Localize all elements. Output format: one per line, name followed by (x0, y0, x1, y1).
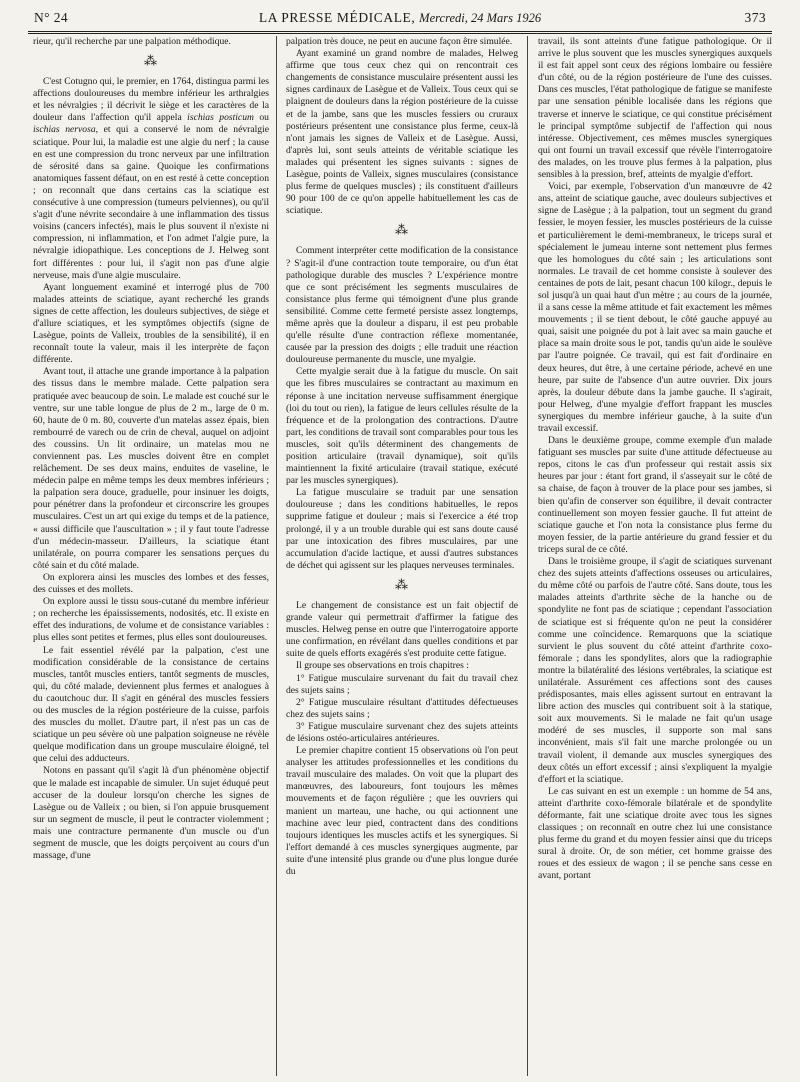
paragraph: rieur, qu'il recherche par une palpation méthodique. (33, 36, 231, 47)
section-ornament: ⁂ (144, 53, 158, 69)
list-item: 2° Fatigue musculaire résultant d'attitudes défectueuses chez des sujets sains ; (286, 696, 518, 720)
journal-name: LA PRESSE MÉDICALE, (258, 10, 416, 25)
paragraph: palpation très douce, ne peut en aucune façon être simulée. (286, 36, 513, 47)
paragraph: travail, ils sont atteints d'une fatigue pathologique. Or il arrive le plus souvent que les muscles synergiques auxquels il est fait appel sont ceux des régions lombaire ou fessière d'un côté, ou de la région postérieure de l'une des cuisses. Dans ces muscles, l'état pathologique de fatigue se manifeste par une sensation pénible localisée dans les régions que traverse et innerve le sciatique, ce qui constitue précisément le principal symptôme subjectif de l'affection qui nous intéresse. Objectivement, ces mêmes muscles synergiques qui ont fourni un travail excessif que révèle l'interrogatoire des malades, on les trouve plus fermes à la palpation, plus sensibles à la pression, bref, atteints de myalgie d'effort. (538, 36, 772, 181)
paragraph: Dans le troisième groupe, il s'agit de sciatiques survenant chez des sujets atteints d'affections osseuses ou articulaires, du même côté ou parfois de l'autre côté. Sans doute, tous les malades atteints d'arthrite sèche de la hanche ou de spondylite ne font pas de sciatique ; cependant l'association de sciatique est si fréquente qu'on ne peut la considérer comme une coïncidence. Remarquons que la sciatique survient le plus souvent du côté atteint d'arthrite coxo-fémorale ; dans les spondylites, alors que la radiographie montre la bilatéralité des lésions vertébrales, la sciatique est unilatérale. Assurément ces affections sont des causes prédisposantes, mais elles agissent surtout en entravant la libre action des muscles qui contribuent soit à la statique, soit aux mouvements. Si le malade ne fait qu'un usage modéré de ses muscles, il supporte son mal sans inconvénient, mais s'il fait une marche prolongée ou un travail violent, il demande aux muscles synergiques des deux côtés un effort excessif ; ainsi s'expliquent la myalgie d'effort et la sciatique. (538, 556, 772, 785)
header-rule-double (28, 33, 772, 34)
page-header (34, 6, 766, 28)
paragraph: On explorera ainsi les muscles des lombes et des fesses, des cuisses et des mollets. (33, 571, 269, 596)
header-rule (28, 31, 772, 32)
paragraph: Le cas suivant en est un exemple : un homme de 54 ans, atteint d'arthrite coxo-fémorale bilatérale et de spondylite déformante, fait une sciatique droite avec tous les signes classiques ; on reconnaît en outre chez lui une consistance plus ferme du grand et du moyen fessier ainsi que du triceps sural à droite. Or, de son métier, cet homme graisse des roues et des essieux de wagon ; il se penche sans cesse en avant, portant (538, 785, 772, 882)
paragraph: Avant tout, il attache une grande importance à la palpation des tissus dans le membre malade. Cette palpation sera pratiquée avec beaucoup de soin. Le malade est couché sur le ventre, sur une table longue de plus de 2 m., large de 0 m. 60, haute de 0 m. 80, couverte d'un matelas assez épais, bien rembourré de varech ou de crin de cheval, auquel on adjoint des coussins. Un lit ordinaire, un matelas mou ne conviennent pas. Les muscles doivent être en complet relâchement. De ses deux mains, enduites de vaseline, le médecin palpe en même temps les deux membres inférieurs ; la palpation sera douce, graduelle, pour insinuer les doigts, pour pénétrer dans la profondeur et circonscrire les groupes musculaires. C'est un art qui exige du temps et de la patience, « aussi difficile que l'auscultation » ; il y faut toute l'adresse d'un médecin-masseur. D'ailleurs, la sciatique étant unilatérale, on pourra comparer les sensations perçues du côté sain et du côté malade. (33, 366, 269, 571)
paragraph: Le premier chapitre contient 15 observations où l'on peut analyser les attitudes professionnelles et les conditions du travail musculaire des malades. On voit que la plupart des manœuvres, des laboureurs, font toujours les mêmes mouvements et de façon régulière ; que les ouvriers qui manient un marteau, une hache, ou qui actionnent une machine avec leur pied, contractent dans des conditions toujours identiques les muscles actifs et les synergiques. Si l'effort demandé à ces muscles synergiques augmente, par suite d'une intensité plus grande ou d'une plus longue durée du (286, 745, 518, 877)
column-divider (527, 36, 528, 1076)
paragraph: La fatigue musculaire se traduit par une sensation douloureuse ; dans les conditions habituelles, le repos supprime fatigue et douleur ; mais si l'exercice a été trop prolongé, il y a un trouble durable qui est sans doute causé par une intoxication des fibres musculaires, par une accumulation d'acide lactique, et aussi d'autres substances de déchet qui agissent sur les plaques nerveuses terminales. (286, 487, 518, 571)
section-ornament: ⁂ (395, 576, 409, 592)
paragraph: Cette myalgie serait due à la fatigue du muscle. On sait que les fibres musculaires se contractant au maximum en réponse à une incitation nerveuse suffisamment énergique (loi du tout ou rien), la fatigue de leurs cellules résulte de la fréquence et de la prolongation des contractions. D'autre part, les conditions de travail sont comparables pour tous les muscles, soit qu'ils déterminent des changements de position articulaire (travail dynamique), soit qu'ils maintiennent la fixité articulaire (travail statique, exécuté par les muscles synergiques). (286, 366, 518, 487)
paragraph: Notons en passant qu'il s'agit là d'un phénomène objectif que le malade est incapable de simuler. Un sujet éduqué peut accuser de la douleur lorsqu'on cherche les signes de Lasègue ou de Valleix ; ou bien, si l'on appuie brusquement sur un segment de muscle, il peut le contracter violemment ; mais une contracture permanente d'un muscle ou d'un segment de muscle, que les doigts perçoivent au cours d'un massage, d'une (33, 765, 269, 862)
paragraph: Comment interpréter cette modification de la consistance ? S'agit-il d'une contraction toute temporaire, ou d'un état pathologique durable des muscles ? L'expérience montre que ce sont précisément les segments musculaires de consistance plus ferme qui témoignent d'une plus grande sensibilité. Comme cette fermeté persiste assez longtemps, même après que la douleur a disparu, il est peu probable qu'elle résulte d'une contraction réflexe momentanée, causée par la pression des doigts ; elle traduit une réaction douloureuse permanente du muscle, une myalgie. (286, 245, 518, 366)
column-divider (276, 36, 277, 1076)
issue-number: N° 24 (34, 10, 69, 25)
section-ornament: ⁂ (395, 222, 409, 238)
paragraph: Dans le deuxième groupe, comme exemple d'un malade fatiguant ses muscles par suite d'une attitude défectueuse au repos, citons le cas d'un professeur qui restait assis six heures par jour : étant fort grand, il s'asseyait sur le côté de sa chaise, de façon à trouver de la place pour ses jambes, si bien qu'afin de conserver son équilibre, il devait contracter continuellement son moyen fessier gauche. Il fut atteint de sciatique gauche et l'on nota la consistance plus ferme du moyen fessier, de la partie antérieure du grand fessier et du triceps sural de ce côté. (538, 435, 772, 555)
issue-date: Mercredi, 24 Mars 1926 (419, 11, 542, 25)
text-column-2 (286, 36, 518, 1078)
paragraph: Ayant longuement examiné et interrogé plus de 700 malades atteints de sciatique, ayant recherché les grands signes de cette affection, les douleurs subjectives, de siège et d'allure sciatiques, et les symptômes objectifs (signe de Lasègue, points de Valleix, troubles de la sensibilité), il en reconnaît toute la valeur, mais il les interprète de façon différente. (33, 281, 269, 366)
paragraph: C'est Cotugno qui, le premier, en 1764, distingua parmi les affections douloureuses du membre inférieur les arthralgies et les névralgies ; il décrivit le siège et les caractères de la douleur dans l'affection qu'il appela ischias posticum ou ischias nervosa, et qui a conservé le nom de névralgie sciatique. Pour lui, la maladie est une algie du nerf ; la cause en est une compression du tronc nerveux par une infiltration de sérosité dans sa gaine. Quoique les confirmations anatomiques fassent défaut, on en est resté à cette conception ; on reconnaît que dans certains cas la sciatique est consécutive à une compression (tumeurs pelviennes), ou qu'il s'agit d'une névrite secondaire à une inflammation des tissus voisins (cancers infectés), mais le plus souvent il n'existe ni compression, ni inflammation, et l'on admet l'algie pure, la névralgie idiopathique. Les conceptions de J. Helweg sont fort différentes : pour lui, il s'agit non pas d'une algie nerveuse, mais d'une algie musculaire. (33, 76, 269, 281)
paragraph: Ayant examiné un grand nombre de malades, Helweg affirme que tous ceux chez qui on rencontrait ces changements de consistance musculaire présentent aussi les signes cardinaux de Lasègue et de Valleix. Tous ceux qui se plaignent de douleurs dans la région postérieure de la cuisse et de la jambe, sans que les muscles fessiers ou cruraux postérieurs présentent une consistance plus ferme, ceux-là n'ont jamais les signes de Valleix et de Lasègue. Aussi, d'après lui, sont seuls atteints de véritable sciatique les malades qui présentent les signes suivants : signes de Lasègue, points de Valleix, signes musculaires (consistance plus ferme de quelques muscles) ; ils constituent d'ailleurs 90 pour 100 de ce qu'on appelle habituellement les cas de sciatique. (286, 48, 518, 217)
list-item: 3° Fatigue musculaire survenant chez des sujets atteints de lésions ostéo-articulaires antérieures. (286, 720, 518, 744)
paragraph: Le changement de consistance est un fait objectif de grande valeur qui permettrait d'affirmer la fatigue des muscles. Helweg pense en outre que l'interrogatoire apporte une confirmation, en révélant dans quelles conditions et par suite de quels efforts exagérés s'est produite cette fatigue. (286, 599, 518, 660)
list-item: 1° Fatigue musculaire survenant du fait du travail chez des sujets sains ; (286, 672, 518, 696)
text-column-3 (538, 36, 772, 1078)
text-column-1 (33, 36, 269, 1078)
paragraph: Le fait essentiel révélé par la palpation, c'est une modification considérable de la consistance de certains muscles, tantôt muscles entiers, tantôt segments de muscles, qui, du côté malade, deviennent plus fermes et analogues à du caoutchouc dur. Il s'agit en général des muscles fessiers ou des muscles de la région postérieure de la cuisse, parfois des muscles du mollet. D'autre part, il n'est pas un cas de sciatique un peu sévère où une palpation soigneuse ne révèle quelque modification dans un groupe musculaire éloigné, tel que celui des adducteurs. (33, 644, 269, 765)
page-number: 373 (744, 10, 766, 25)
paragraph: Voici, par exemple, l'observation d'un manœuvre de 42 ans, atteint de sciatique gauche, avec douleurs subjectives et signe de Lasègue ; à la palpation, tout un segment du grand fessier, le moyen fessier, les muscles postérieurs de la cuisse et particulièrement le demi-membraneux, le triceps sural et spécialement le jumeau interne sont nettement plus fermes que les homologues du côté sain ; les articulations sont normales. Le travail de cet homme consiste à soulever des centaines de pots de lait, pesant chacun 100 kilogr., depuis le sol jusqu'à un quai haut d'un mètre ; au cours de la journée, il a sans cesse la même attitude et fait exactement les mêmes mouvements ; il se tient debout, le côté gauche appuyé au quai, saisit une poignée du pot à lait avec sa main gauche et place sa main droite sous le pot, tandis qu'un aide le soulève par l'autre poignée. Ce travail, qui est fait d'ordinaire en deux heures, dut être, à une certaine période, achevé en une heure, par suite de l'absence d'un autre ouvrier. Dix jours après, la douleur débute dans la jambe gauche. Il s'agirait, pour Helweg, d'une myalgie d'effort frappant les muscles synergiques du membre inférieur gauche, à la suite d'un travail excessif. (538, 181, 772, 434)
paragraph: On explore aussi le tissu sous-cutané du membre inférieur ; on recherche les épaississements, nodosités, etc. Il existe en effet des indurations, de volume et de consistance variables : plus elles sont petites et fermes, plus elles sont douloureuses. (33, 596, 269, 644)
paragraph: Il groupe ses observations en trois chapitres : (296, 660, 469, 672)
running-title (34, 10, 766, 26)
